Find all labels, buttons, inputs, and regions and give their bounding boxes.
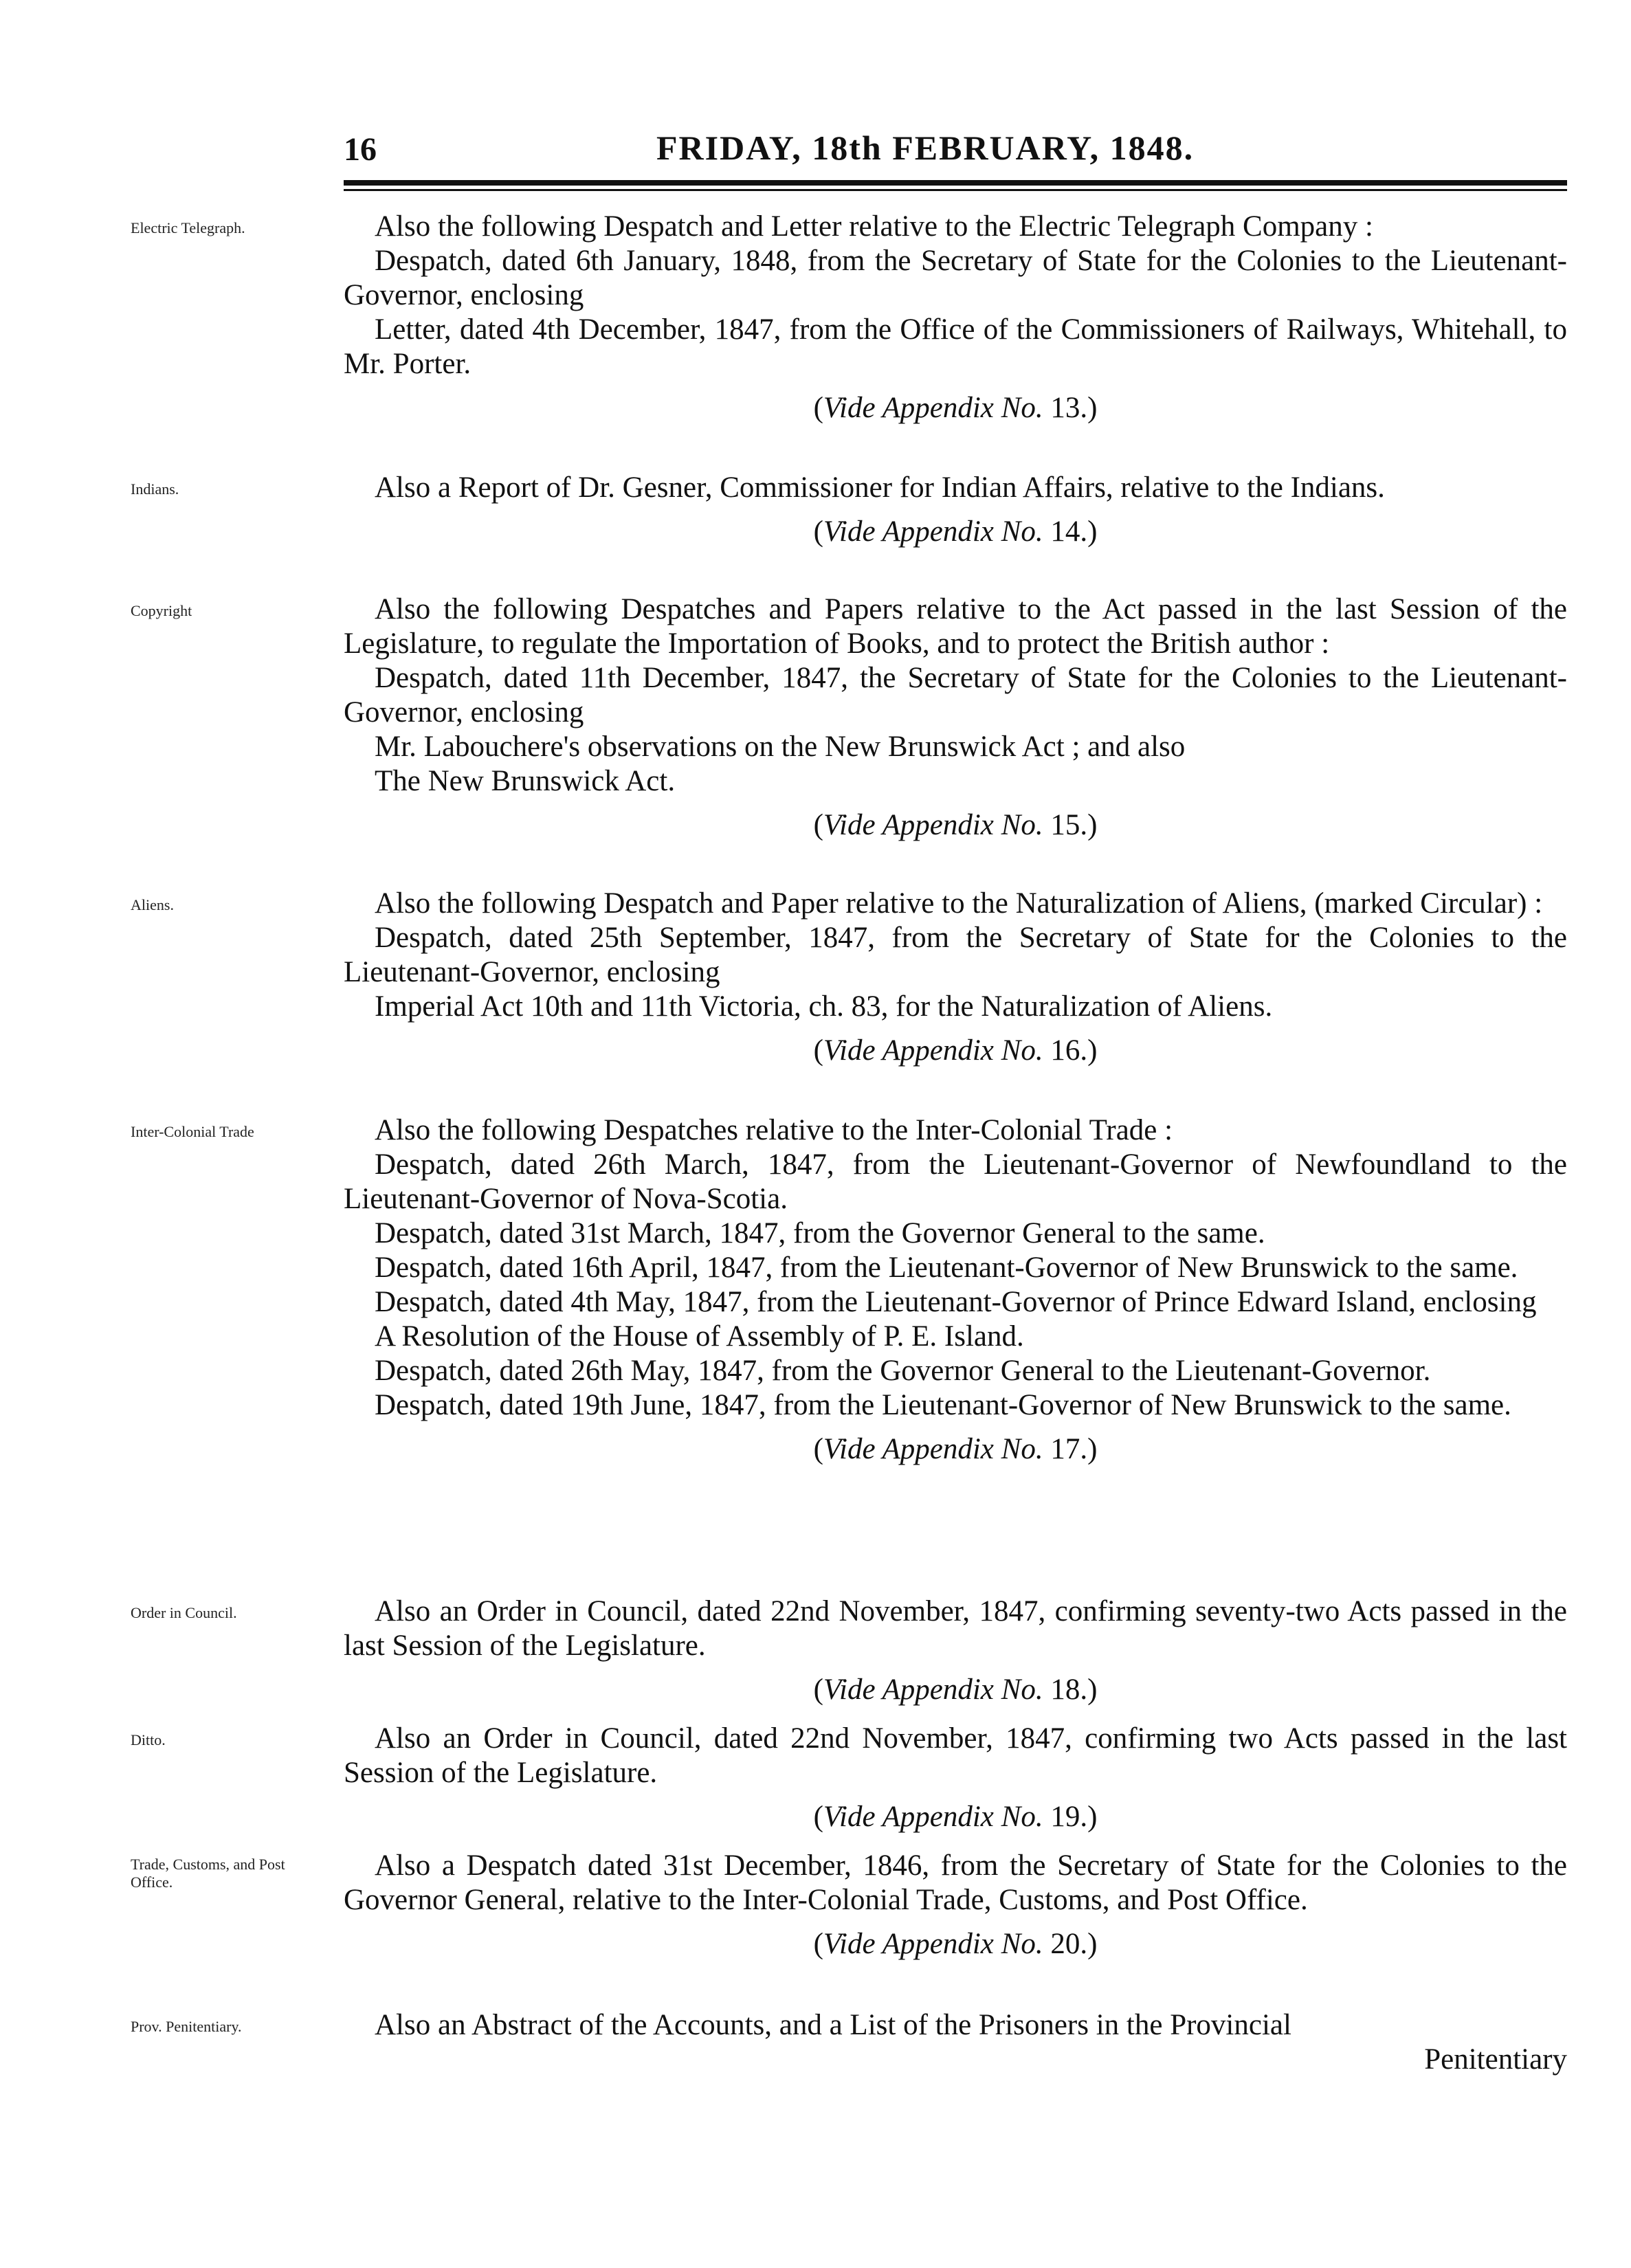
- margin-note: Aliens.: [131, 896, 174, 913]
- margin-note: Copyright: [131, 602, 192, 619]
- entry-item: Despatch, dated 19th June, 1847, from the Lieutenant-Governor of New Brunswick to the same.: [375, 1389, 1511, 1421]
- entry-intro: Also an Order in Council, dated 22nd November, 1847, confirming two Acts passed in the last Session of the Legislature.: [344, 1722, 1567, 1789]
- vide-label: Vide Appendix No.: [823, 809, 1043, 841]
- vide-appendix: (Vide Appendix No. 20.): [813, 1928, 1098, 1960]
- vide-appendix: (Vide Appendix No. 17.): [813, 1433, 1098, 1465]
- vide-number: 20.: [1050, 1928, 1088, 1960]
- entry-ditto: [131, 1722, 1567, 1834]
- entry-item: Despatch, dated 31st March, 1847, from the Governor General to the same.: [375, 1217, 1265, 1249]
- entry-inter-colonial-trade: [131, 1113, 1567, 1467]
- entry-item: Despatch, dated 6th January, 1848, from the Secretary of State for the Colonies to the Lieutenant-Governor, enclosing: [344, 245, 1567, 311]
- margin-note: Ditto.: [131, 1731, 166, 1748]
- vide-label: Vide Appendix No.: [823, 515, 1043, 548]
- entry-item: Despatch, dated 11th December, 1847, the Secretary of State for the Colonies to the Lieutenant-Governor, enclosing: [344, 662, 1567, 729]
- entry-item: Despatch, dated 25th September, 1847, from the Secretary of State for the Colonies to the Lieutenant-Governor, enclosing: [344, 922, 1567, 988]
- entry-intro: Also a Report of Dr. Gesner, Commissioner for Indian Affairs, relative to the Indians.: [375, 471, 1385, 504]
- entry-intro: Also the following Despatches relative to the Inter-Colonial Trade :: [375, 1114, 1173, 1146]
- vide-number: 14.: [1050, 515, 1088, 548]
- page-title: FRIDAY, 18th FEBRUARY, 1848.: [656, 129, 1195, 167]
- entry-item: Mr. Labouchere's observations on the New Brunswick Act ; and also: [375, 731, 1186, 763]
- entry-intro: Also an Order in Council, dated 22nd November, 1847, confirming seventy-two Acts passed in the last Session of the Legislature.: [344, 1595, 1567, 1662]
- vide-number: 16.: [1050, 1034, 1088, 1067]
- vide-label: Vide Appendix No.: [823, 1801, 1043, 1833]
- header-rule-thin: [344, 189, 1567, 191]
- entry-intro: Also the following Despatches and Papers relative to the Act passed in the last Session of the Legislature, to regulate the Importation of Books, and to protect the British author :: [344, 593, 1567, 660]
- header-rule-thick: [344, 180, 1567, 186]
- vide-appendix: (Vide Appendix No. 14.): [813, 515, 1098, 548]
- page-header: [344, 122, 1567, 170]
- vide-label: Vide Appendix No.: [823, 1433, 1043, 1465]
- margin-note: Electric Telegraph.: [131, 219, 245, 236]
- page-number: 16: [344, 131, 377, 168]
- entry-intro: Also the following Despatch and Paper relative to the Naturalization of Aliens, (marked Circular) :: [375, 887, 1543, 920]
- vide-number: 15.: [1050, 809, 1088, 841]
- entry-item: Despatch, dated 26th March, 1847, from the Lieutenant-Governor of Newfoundland to the Lieutenant-Governor of Nova-Scotia.: [344, 1148, 1567, 1215]
- entry-item: Despatch, dated 4th May, 1847, from the Lieutenant-Governor of Prince Edward Island, enclosing: [375, 1286, 1537, 1318]
- entry-intro: Also the following Despatch and Letter relative to the Electric Telegraph Company :: [375, 210, 1373, 243]
- entry-item: Despatch, dated 16th April, 1847, from the Lieutenant-Governor of New Brunswick to the same.: [375, 1252, 1518, 1284]
- vide-number: 18.: [1050, 1674, 1088, 1706]
- entry-order-in-council: [131, 1594, 1567, 1707]
- entry-indians: [131, 471, 1567, 549]
- vide-appendix: (Vide Appendix No. 18.): [813, 1674, 1098, 1706]
- entry-copyright: [131, 592, 1567, 843]
- vide-label: Vide Appendix No.: [823, 392, 1043, 424]
- entry-item: A Resolution of the House of Assembly of P. E. Island.: [375, 1320, 1024, 1353]
- vide-appendix: (Vide Appendix No. 19.): [813, 1801, 1098, 1833]
- vide-label: Vide Appendix No.: [823, 1928, 1043, 1960]
- margin-note: Trade, Customs, and Post Office.: [131, 1856, 285, 1891]
- entry-trade-customs-post-office: [131, 1849, 1567, 1961]
- entry-intro: Also an Abstract of the Accounts, and a List of the Prisoners in the Provincial: [375, 2009, 1291, 2041]
- vide-label: Vide Appendix No.: [823, 1674, 1043, 1706]
- entry-continuation: Penitentiary: [1424, 2043, 1567, 2076]
- margin-note: Prov. Penitentiary.: [131, 2018, 242, 2035]
- entry-item: The New Brunswick Act.: [375, 765, 676, 797]
- entry-intro: Also a Despatch dated 31st December, 1846, from the Secretary of State for the Colonies to the Governor General, relative to the Inter-Colonial Trade, Customs, and Post Office.: [344, 1849, 1567, 1916]
- vide-number: 19.: [1050, 1801, 1088, 1833]
- entry-prov-penitentiary: [131, 2008, 1567, 2077]
- vide-appendix: (Vide Appendix No. 15.): [813, 809, 1098, 841]
- entry-aliens: [131, 887, 1567, 1068]
- vide-label: Vide Appendix No.: [823, 1034, 1043, 1067]
- vide-appendix: (Vide Appendix No. 13.): [813, 392, 1098, 424]
- vide-number: 13.: [1050, 392, 1088, 424]
- entry-item: Despatch, dated 26th May, 1847, from the Governor General to the Lieutenant-Governor.: [375, 1355, 1431, 1387]
- entry-item: Imperial Act 10th and 11th Victoria, ch. 83, for the Naturalization of Aliens.: [375, 990, 1273, 1023]
- entry-item: Letter, dated 4th December, 1847, from the Office of the Commissioners of Railways, Whitehall, to Mr. Porter.: [344, 313, 1567, 380]
- vide-appendix: (Vide Appendix No. 16.): [813, 1034, 1098, 1067]
- vide-number: 17.: [1050, 1433, 1088, 1465]
- margin-note: Order in Council.: [131, 1604, 237, 1621]
- entry-electric-telegraph: [131, 210, 1567, 425]
- margin-note: Inter-Colonial Trade: [131, 1123, 254, 1140]
- margin-note: Indians.: [131, 480, 179, 498]
